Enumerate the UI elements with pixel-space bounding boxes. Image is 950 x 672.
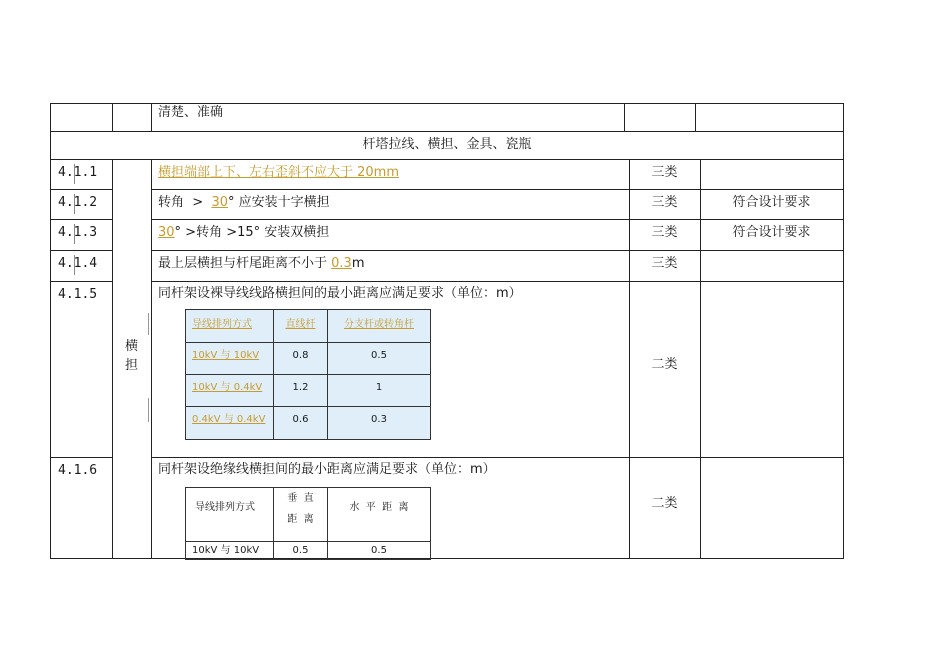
table-cell: 0.5	[371, 350, 387, 361]
table-header: 直线杆	[285, 319, 316, 330]
desc-post: ° >转角 >15° 安装双横担	[174, 225, 330, 240]
table-cell: 0.6	[292, 414, 309, 425]
desc-value: 30	[158, 225, 175, 240]
insulated-conductor-spacing-table	[185, 487, 431, 560]
table-cell: 0.4kV 与 0.4kV	[192, 414, 266, 425]
row-description: 同杆架设裸导线线路横担间的最小距离应满足要求（单位：m）	[158, 286, 522, 301]
table-header: 水 平 距 离	[349, 502, 409, 513]
grid-line	[50, 103, 51, 559]
table-header: 导线排列方式	[195, 502, 255, 513]
section-title: 杆塔拉线、横担、金具、瓷瓶	[362, 137, 532, 152]
table-cell: 0.3	[371, 414, 387, 425]
table-cell: 1.2	[292, 382, 309, 393]
table-cell: 0.5	[292, 545, 309, 556]
row-id: 4.1.1	[58, 165, 98, 180]
grid-line	[50, 281, 112, 282]
desc-value: 0.3	[331, 256, 352, 271]
grid-line	[112, 103, 113, 132]
desc-pre: 最上层横担与杆尾距离不小于	[158, 256, 332, 271]
row-description	[158, 194, 330, 212]
grid-line	[50, 189, 112, 190]
cell-artifact	[148, 398, 149, 422]
row-description: 横担端部上下、左右歪斜不应大于 20mm	[158, 165, 400, 180]
cell-artifact	[148, 313, 149, 335]
table-header: 分支杆或转角杆	[344, 319, 414, 330]
row-class: 三类	[651, 165, 678, 180]
grid-line	[151, 103, 152, 132]
table-header: 距 离	[287, 514, 314, 525]
desc-pre: 转角 >	[158, 195, 212, 210]
row-note: 符合设计要求	[732, 225, 811, 240]
grid-line	[151, 219, 844, 220]
grid-line	[695, 103, 696, 132]
grid-line	[50, 219, 112, 220]
grid-line	[151, 281, 844, 282]
row-note: 符合设计要求	[732, 195, 811, 210]
row-description	[158, 255, 365, 273]
grid-line	[700, 159, 701, 559]
row-description: 同杆架设绝缘线横担间的最小距离应满足要求（单位：m）	[158, 462, 496, 477]
table-header: 导线排列方式	[192, 319, 252, 330]
desc-value: 30	[211, 195, 228, 210]
table-cell: 10kV 与 10kV	[192, 350, 260, 361]
desc-post: ° 应安装十字横担	[227, 195, 330, 210]
grid-line	[624, 103, 625, 132]
grid-line	[151, 457, 844, 458]
group-label-line2: 担	[124, 358, 138, 373]
row-class: 三类	[651, 256, 678, 271]
grid-line	[50, 159, 844, 160]
grid-line	[151, 159, 152, 559]
row-class: 三类	[651, 225, 678, 240]
grid-line	[50, 457, 112, 458]
grid-line	[50, 250, 112, 251]
grid-line	[50, 558, 844, 559]
table-header: 垂 直	[287, 493, 314, 504]
table-cell: 10kV 与 0.4kV	[192, 382, 263, 393]
desc-post: m	[351, 256, 365, 271]
table-cell: 10kV 与 10kV	[192, 545, 260, 556]
table-cell: 0.5	[371, 545, 387, 556]
grid-line	[151, 250, 844, 251]
row-id: 4.1.5	[58, 287, 98, 302]
grid-line	[151, 189, 844, 190]
top-row-text: 清楚、准确	[158, 105, 224, 120]
row-id: 4.1.6	[58, 463, 98, 478]
row-id: 4.1.3	[58, 225, 98, 240]
row-class: 二类	[651, 357, 678, 372]
row-description	[158, 224, 329, 242]
group-label-line1: 横	[124, 339, 138, 354]
table-cell: 0.8	[292, 350, 309, 361]
row-class: 二类	[651, 496, 678, 511]
grid-line	[843, 103, 844, 559]
grid-line	[50, 131, 844, 132]
row-id: 4.1.4	[58, 256, 98, 271]
row-class: 三类	[651, 195, 678, 210]
row-id: 4.1.2	[58, 195, 98, 210]
table-cell: 1	[375, 382, 383, 393]
bare-conductor-spacing-table	[185, 309, 431, 440]
